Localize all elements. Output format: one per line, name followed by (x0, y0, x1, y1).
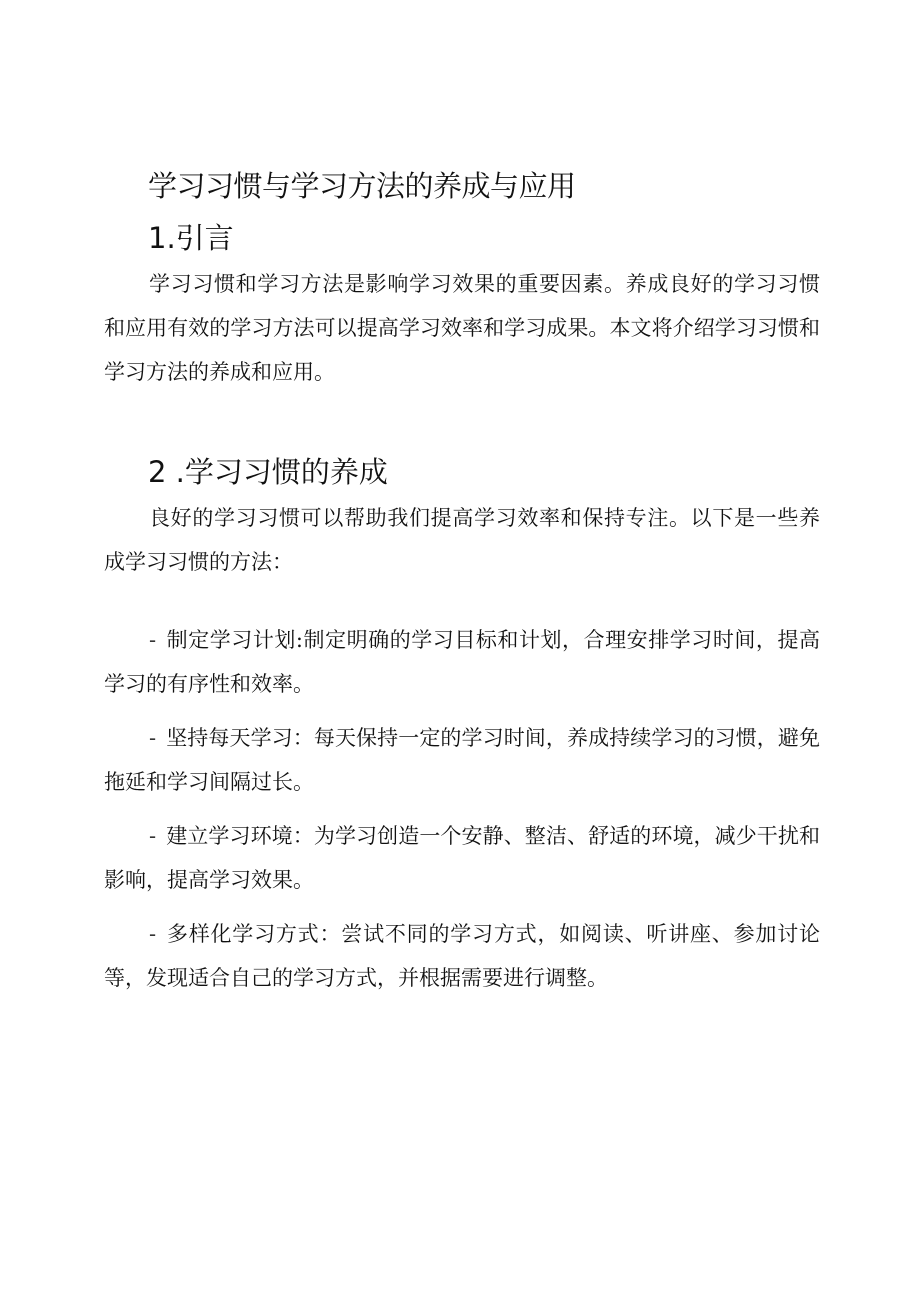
list-item (104, 618, 820, 706)
list-item (104, 814, 820, 902)
habit-formation-paragraph: 良好的学习习惯可以帮助我们提高学习效率和保持专注。以下是一些养成学习习惯的方法： (104, 506, 820, 574)
bullet-dash: - (149, 726, 157, 750)
section-heading-introduction: 1.引言 (148, 221, 234, 255)
habit-methods-list (104, 618, 820, 1010)
introduction-paragraph: 学习习惯和学习方法是影响学习效果的重要因素。养成良好的学习习惯和应用有效的学习方法可以提高学习效率和学习成果。本文将介绍学习习惯和学习方法的养成和应用。 (104, 272, 820, 384)
bullet-dash: - (149, 628, 157, 652)
list-item-text: 制定学习计划:制定明确的学习目标和计划，合理安排学习时间，提高学习的有序性和效率。 (104, 628, 820, 696)
list-item-text: 建立学习环境：为学习创造一个安静、整洁、舒适的环境，减少干扰和影响，提高学习效果。 (104, 824, 820, 892)
list-item (104, 912, 820, 1000)
list-item-text: 坚持每天学习：每天保持一定的学习时间，养成持续学习的习惯，避免拖延和学习间隔过长。 (104, 726, 820, 794)
bullet-dash: - (149, 922, 157, 946)
document-title: 学习习惯与学习方法的养成与应用 (148, 169, 576, 203)
list-item (104, 716, 820, 804)
list-item-text: 多样化学习方式：尝试不同的学习方式，如阅读、听讲座、参加讨论等，发现适合自己的学习方式，并根据需要进行调整。 (104, 922, 820, 990)
bullet-dash: - (149, 824, 157, 848)
section-heading-habit-formation: 2 .学习习惯的养成 (148, 455, 388, 489)
